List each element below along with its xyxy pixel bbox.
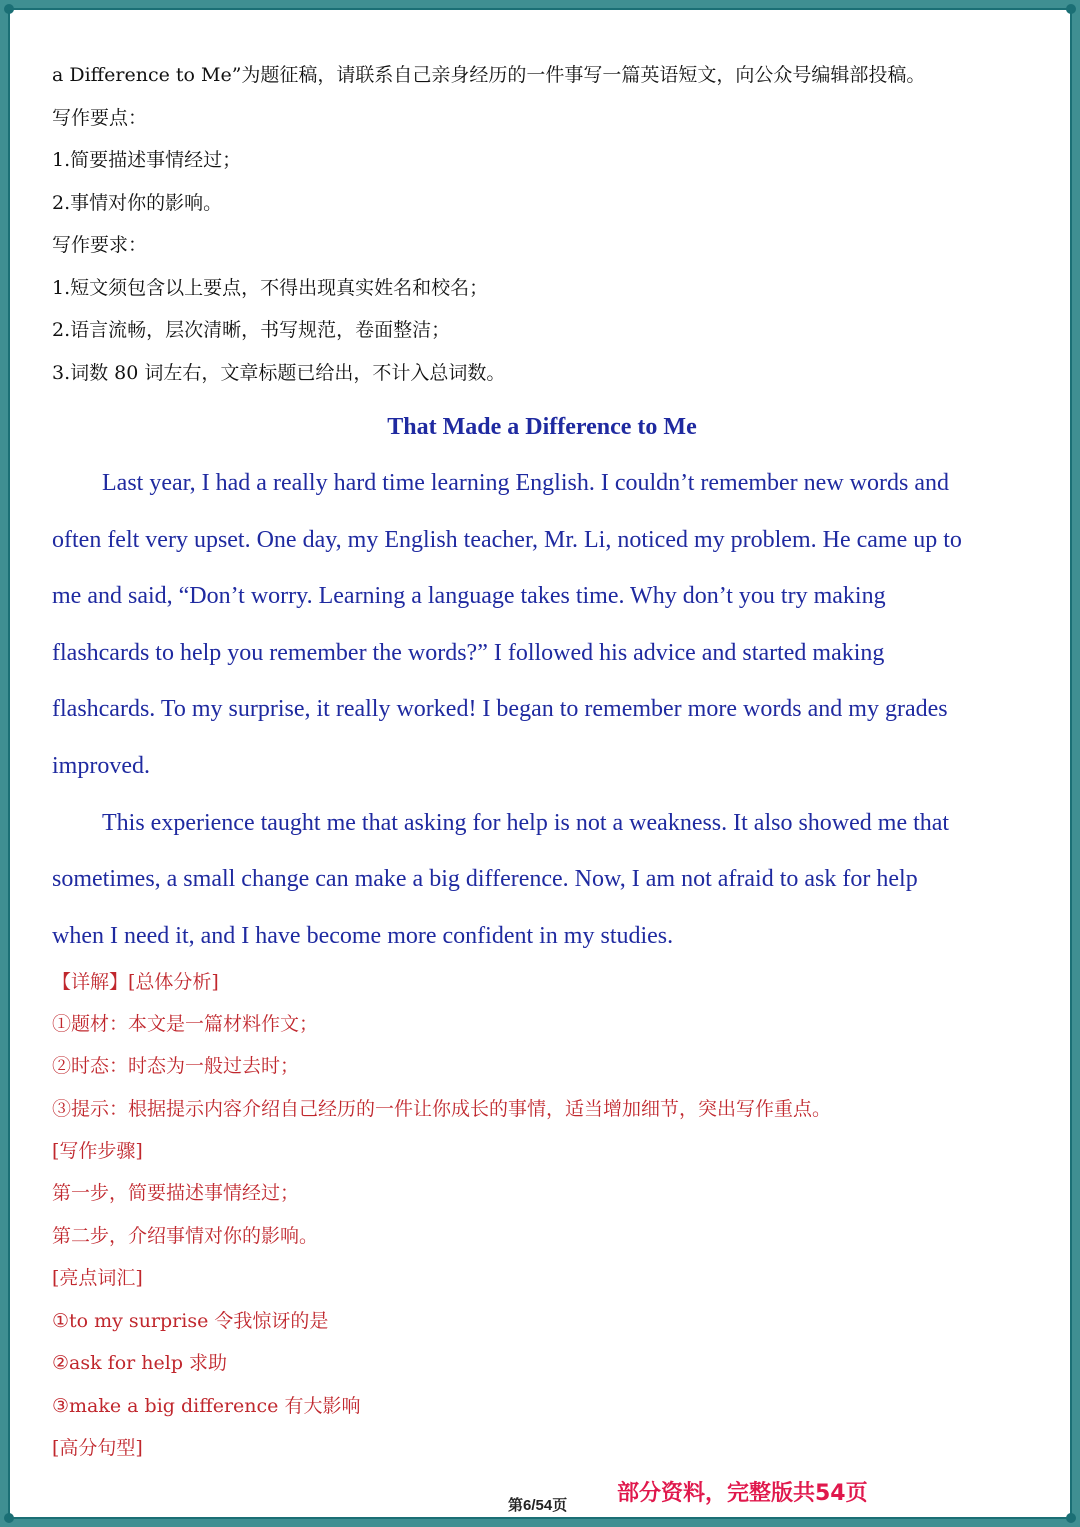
requirement-line: 2.语言流畅，层次清晰，书写规范，卷面整洁； [52, 319, 451, 341]
analysis-line: [亮点词汇] [52, 1267, 143, 1289]
corner-dot [1066, 4, 1076, 14]
essay-line: when I need it, and I have become more confident in my studies. [52, 923, 674, 949]
essay-line: often felt very upset. One day, my English teacher, Mr. Li, noticed my problem. He came up to [52, 527, 962, 553]
requirement-line: 2.事情对你的影响。 [52, 192, 223, 214]
essay-line: sometimes, a small change can make a big difference. Now, I am not afraid to ask for help [52, 866, 918, 892]
page-number: 第6/54页 [508, 1497, 568, 1514]
footer-note: 部分资料，完整版共54页 [617, 1481, 868, 1506]
analysis-line: [写作步骤] [52, 1140, 143, 1162]
analysis-line: ①题材：本文是一篇材料作文； [52, 1013, 319, 1035]
analysis-line: 第一步，简要描述事情经过； [52, 1182, 300, 1204]
analysis-line: ②时态：时态为一般过去时； [52, 1055, 300, 1077]
requirement-line: 1.短文须包含以上要点，不得出现真实姓名和校名； [52, 277, 489, 299]
corner-dot [1066, 1513, 1076, 1523]
analysis-line: ①to my surprise 令我惊讶的是 [52, 1310, 329, 1332]
analysis-line: [高分句型] [52, 1437, 143, 1459]
analysis-line: 【详解】[总体分析] [52, 971, 219, 993]
analysis-line: ②ask for help 求助 [52, 1352, 228, 1374]
essay-line: improved. [52, 753, 150, 779]
requirement-line: 写作要点： [52, 107, 148, 129]
essay-line: This experience taught me that asking for help is not a weakness. It also showed me that [102, 810, 950, 836]
analysis-line: ③提示：根据提示内容介绍自己经历的一件让你成长的事情，适当增加细节，突出写作重点。 [52, 1098, 832, 1120]
analysis-line: ③make a big difference 有大影响 [52, 1395, 361, 1417]
corner-dot [4, 1513, 14, 1523]
page-frame [8, 8, 1072, 1519]
essay-line: Last year, I had a really hard time learning English. I couldn’t remember new words and [102, 470, 949, 496]
requirement-line: 3.词数 80 词左右，文章标题已给出，不计入总词数。 [52, 362, 506, 384]
essay-title: That Made a Difference to Me [387, 414, 697, 440]
corner-dot [4, 4, 14, 14]
essay-line: me and said, “Don’t worry. Learning a language takes time. Why don’t you try making [52, 583, 886, 609]
requirement-line: a Difference to Me”为题征稿，请联系自己亲身经历的一件事写一篇英语短文，向公众号编辑部投稿。 [52, 64, 926, 86]
essay-line: flashcards to help you remember the words?” I followed his advice and started making [52, 640, 885, 666]
requirement-line: 写作要求： [52, 234, 148, 256]
analysis-line: 第二步，介绍事情对你的影响。 [52, 1225, 319, 1247]
essay-line: flashcards. To my surprise, it really worked! I began to remember more words and my grades [52, 696, 948, 722]
requirement-line: 1.简要描述事情经过； [52, 149, 242, 171]
